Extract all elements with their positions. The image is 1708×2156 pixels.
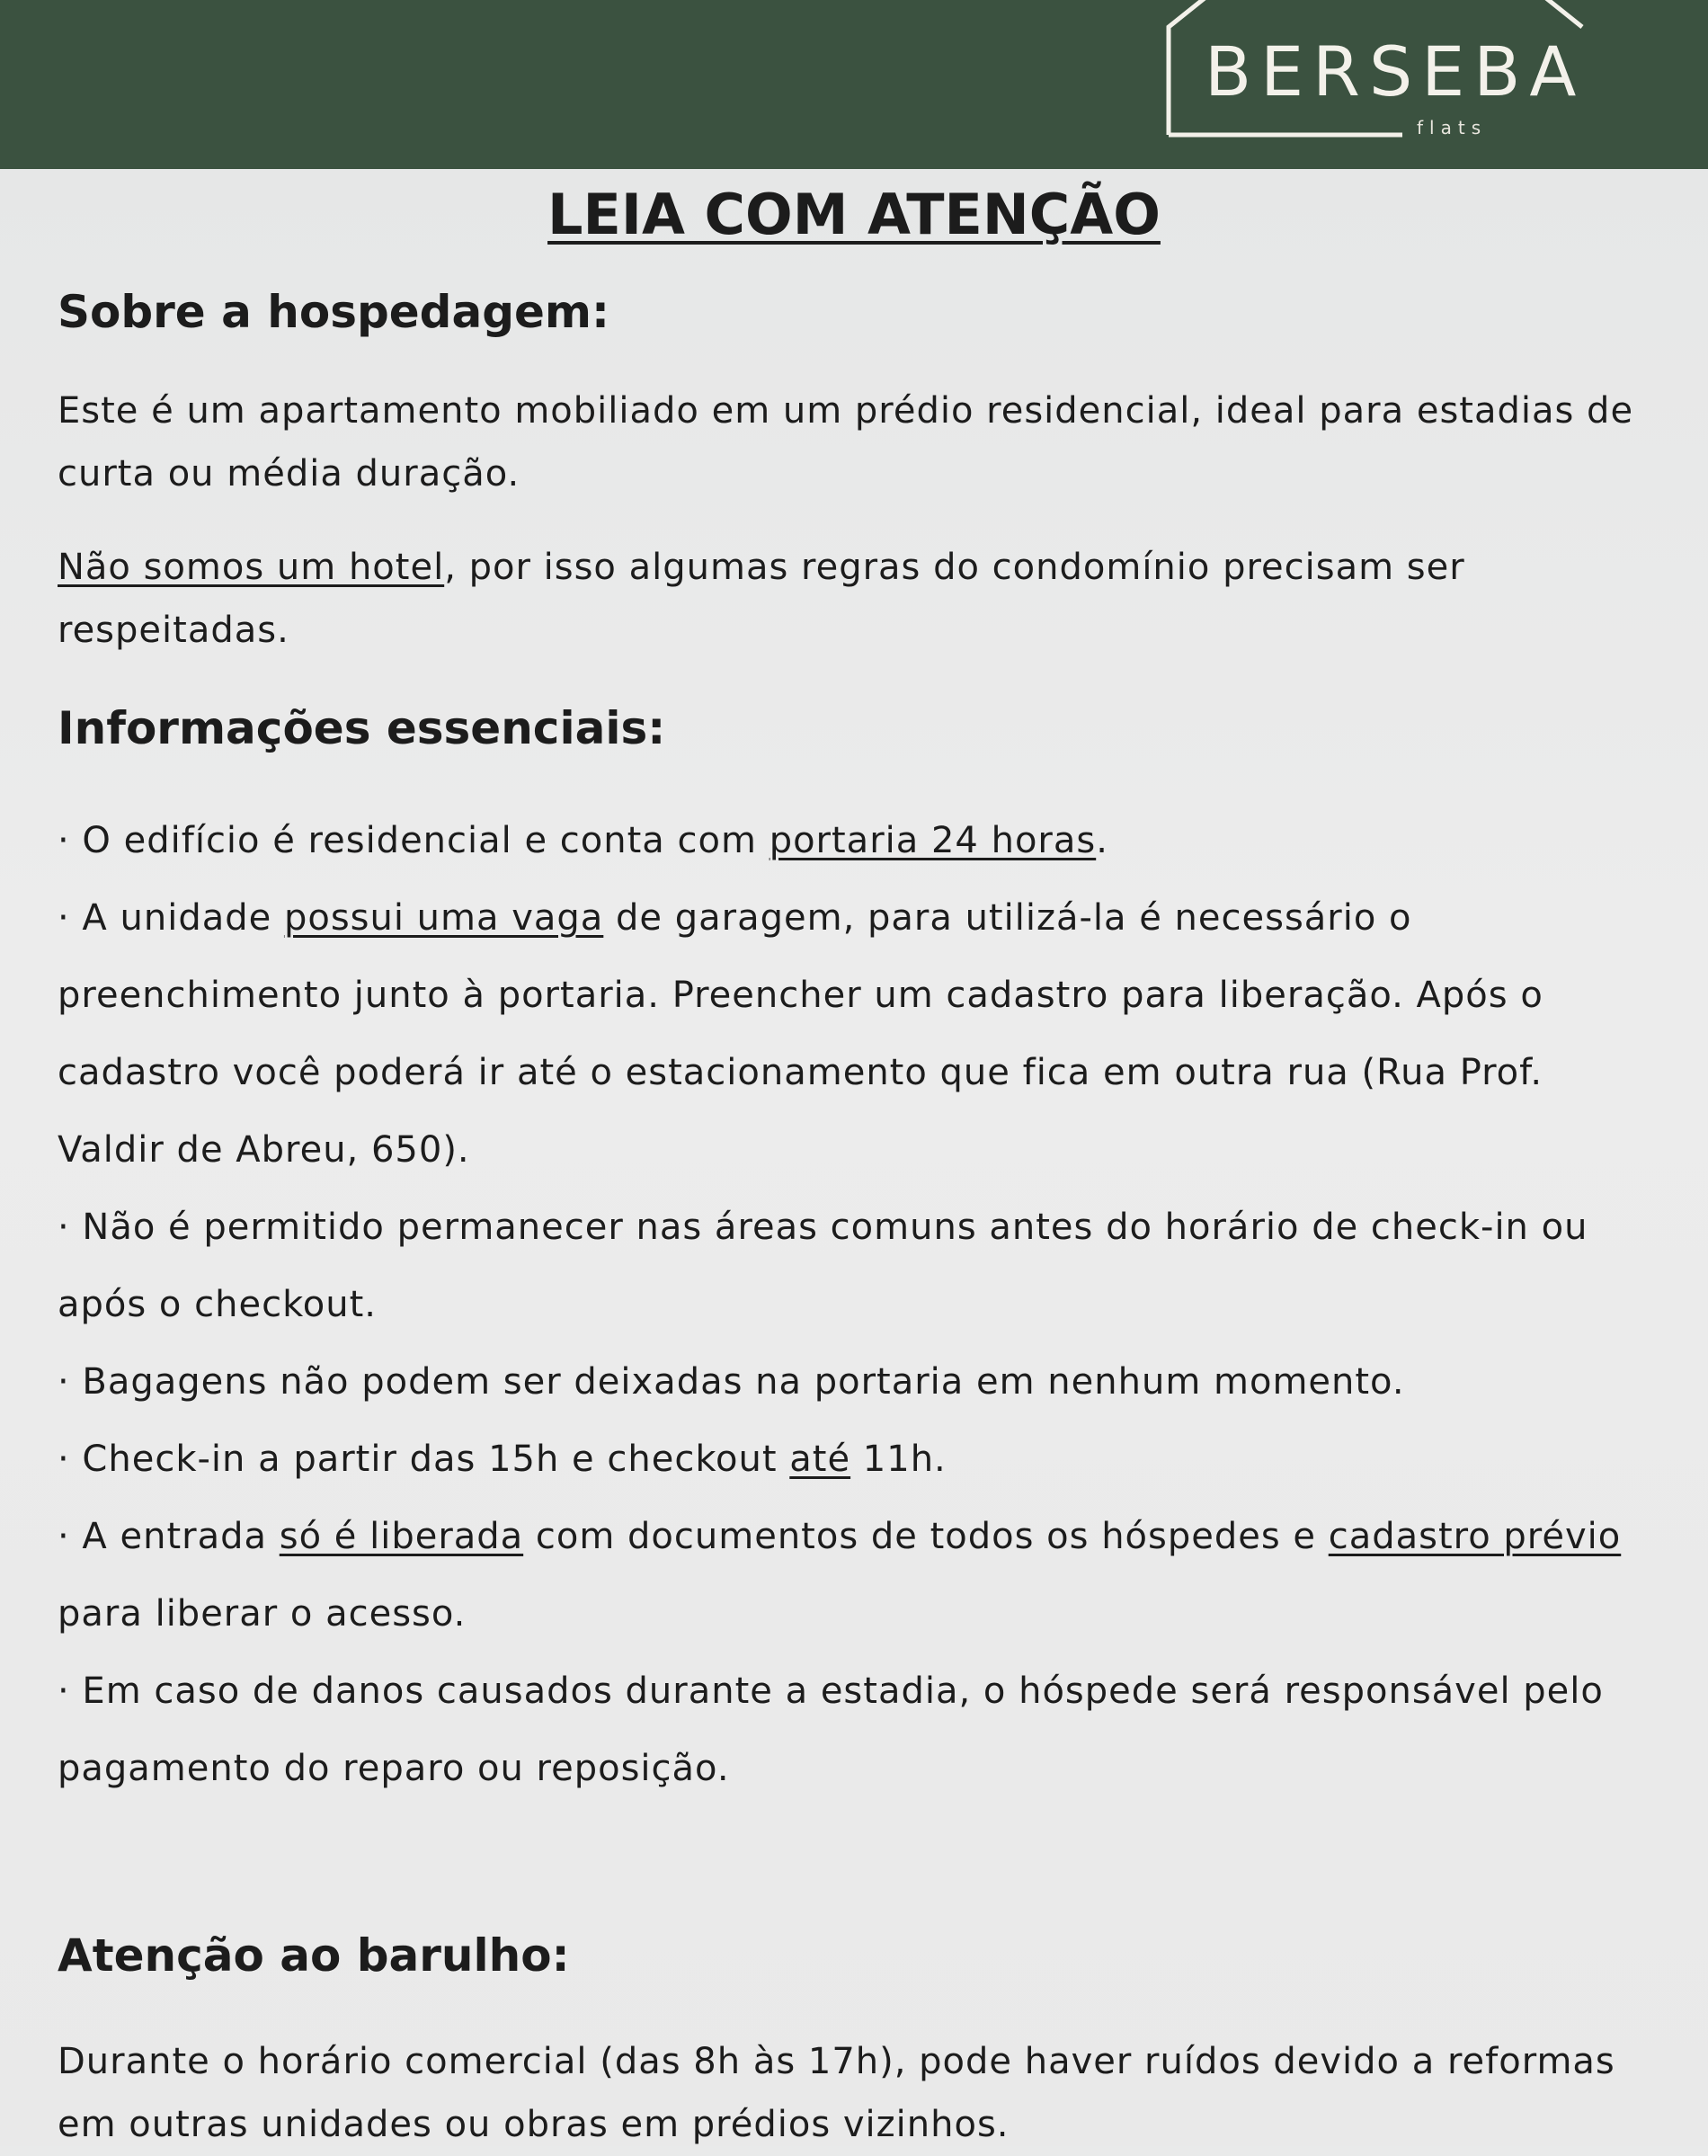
logo-wordmark: BERSEBA (1205, 31, 1586, 111)
list-item: · Não é permitido permanecer nas áreas comuns antes do horário de check-in ou após o checkout. (58, 1207, 1588, 1325)
list-item-text: · A unidade (58, 897, 284, 939)
list-item-text: de garagem, para utilizá-la é necessário o preenchimento junto à portaria. Preencher um cadastro para liberação. Após o cadastro você poderá ir até o estacionamento que fica em outra rua (Rua Prof. Valdir de Abreu, 650). (58, 897, 1543, 1171)
list-item (58, 879, 1658, 1189)
list-item-text: 11h. (850, 1439, 947, 1480)
paragraph-barulho: Durante o horário comercial (das 8h às 17h), pode haver ruídos devido a reformas em outras unidades ou obras em prédios vizinhos. (58, 2041, 1615, 2145)
underlined-liberada: só é liberada (279, 1516, 524, 1557)
underlined-cadastro: cadastro prévio (1328, 1516, 1622, 1557)
paragraph-not-hotel (58, 536, 1658, 662)
list-item-text: · Check-in a partir das 15h e checkout (58, 1439, 790, 1480)
page-title: LEIA COM ATENÇÃO (547, 182, 1161, 247)
list-item (58, 1421, 1658, 1498)
logo-subtext: flats (1417, 117, 1488, 138)
section-heading-informacoes: Informações essenciais: (58, 702, 666, 754)
list-item-text: · O edifício é residencial e conta com (58, 820, 769, 861)
list-item (58, 802, 1658, 879)
list-item-text: com documentos de todos os hóspedes e (523, 1516, 1329, 1557)
list-item (58, 1498, 1658, 1653)
underlined-vaga: possui uma vaga (283, 897, 604, 939)
list-item: · Em caso de danos causados durante a estadia, o hóspede será responsável pelo pagamento do reparo ou reposição. (58, 1670, 1604, 1789)
info-list (58, 802, 1658, 1807)
paragraph-hospedagem: Este é um apartamento mobiliado em um prédio residencial, ideal para estadias de curta ou média duração. (58, 390, 1634, 494)
underlined-ate: até (789, 1439, 851, 1480)
list-item-text: para liberar o acesso. (58, 1593, 467, 1635)
paragraph-not-hotel-text: , por isso algumas regras do condomínio precisam ser respeitadas. (58, 547, 1465, 651)
section-heading-barulho: Atenção ao barulho: (58, 1929, 570, 1982)
berseba-logo (1160, 0, 1645, 144)
list-item: · Bagagens não podem ser deixadas na portaria em nenhum momento. (58, 1361, 1405, 1403)
section-heading-hospedagem: Sobre a hospedagem: (58, 286, 610, 338)
underlined-portaria: portaria 24 horas (769, 820, 1097, 861)
list-item-text: · A entrada (58, 1516, 280, 1557)
underlined-not-hotel: Não somos um hotel (58, 547, 445, 588)
list-item-text: . (1096, 820, 1108, 861)
